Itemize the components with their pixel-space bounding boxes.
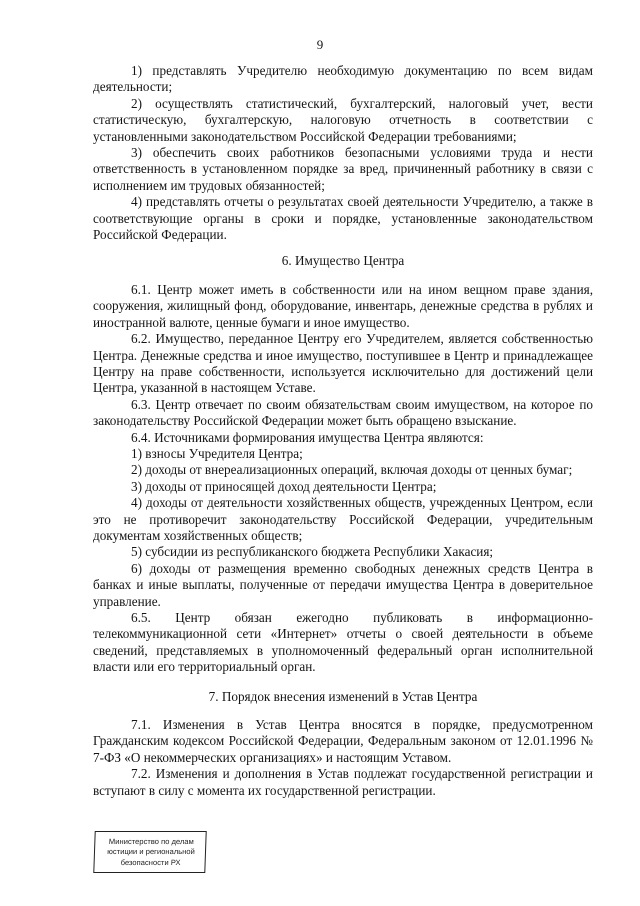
list-item: 4) доходы от деятельности хозяйственных обществ, учрежденных Центром, если это не противоречит законодательству Российской Федерации, учредительным документам хозяйственных обществ; (93, 495, 593, 543)
stamp-line: безопасности РХ (120, 857, 181, 867)
page-number: 9 (316, 37, 324, 52)
list-item: 2) доходы от внереализационных операций, включая доходы от ценных бумаг; (131, 462, 573, 478)
stamp-line: юстиции и региональной (107, 847, 195, 857)
list-item: 1) взносы Учредителя Центра; (131, 445, 303, 461)
paragraph: 6.4. Источниками формирования имущества Центра являются: (131, 429, 484, 445)
paragraph: 7.1. Изменения в Устав Центра вносятся в порядке, предусмотренном Гражданским кодексом Российской Федерации, Федеральным законом от 12.01.1996 № 7-ФЗ «О некоммерческих организациях» и настоящим Уставом. (93, 717, 593, 765)
paragraph: 2) осуществлять статистический, бухгалтерский, налоговый учет, вести статистическую, бухгалтерскую, налоговую отчетность в соответствии с установленными законодательством Российской Федерации требованиями; (93, 95, 593, 144)
paragraph: 4) представлять отчеты о результатах своей деятельности Учредителю, а также в соответствующие органы в сроки и порядке, установленные законодательством Российской Федерации. (93, 194, 593, 243)
paragraph: 6.1. Центр может иметь в собственности или на ином вещном праве здания, сооружения, жилищный фонд, оборудование, инвентарь, денежные средства в рублях и иностранной валюте, ценные бумаги и иное имущество. (93, 281, 593, 330)
paragraph: 7.2. Изменения и дополнения в Устав подлежат государственной регистрации и вступают в силу с момента их государственной регистрации. (93, 766, 593, 798)
list-item: 3) доходы от приносящей доход деятельности Центра; (131, 478, 437, 494)
paragraph: 6.2. Имущество, переданное Центру его Учредителем, является собственностью Центра. Денежные средства и иное имущество, поступившее в Центр и принадлежащее Центру на праве собственности, используется исключительно для достижений цели Центра, указанной в настоящем Уставе. (93, 331, 593, 396)
paragraph: 6.5. Центр обязан ежегодно публиковать в информационно-телекоммуникационной сети «Интернет» отчеты о своей деятельности в объеме сведений, представляемых в уполномоченный федеральный орган исполнительной власти или его территориальный орган. (93, 610, 593, 675)
ministry-stamp (93, 831, 206, 873)
section-heading-7: 7. Порядок внесения изменений в Устав Центра (208, 688, 478, 704)
paragraph: 6.3. Центр отвечает по своим обязательствам своим имуществом, на которое по законодательству Российской Федерации может быть обращено взыскание. (93, 396, 593, 429)
paragraph: 1) представлять Учредителю необходимую документацию по всем видам деятельности; (93, 63, 593, 95)
stamp-line: Министерство по делам (108, 837, 194, 846)
list-item: 6) доходы от размещения временно свободных денежных средств Центра в банках и иные выплаты, полученные от передачи имущества Центра в доверительное управление. (93, 560, 593, 609)
list-item: 5) субсидии из республиканского бюджета Республики Хакасия; (131, 544, 494, 560)
paragraph: 3) обеспечить своих работников безопасными условиями труда и нести ответственность в установленном порядке за вред, причиненный работнику в связи с исполнением им трудовых обязанностей; (93, 145, 593, 193)
document-body (93, 63, 593, 799)
section-heading-6: 6. Имущество Центра (281, 253, 405, 269)
